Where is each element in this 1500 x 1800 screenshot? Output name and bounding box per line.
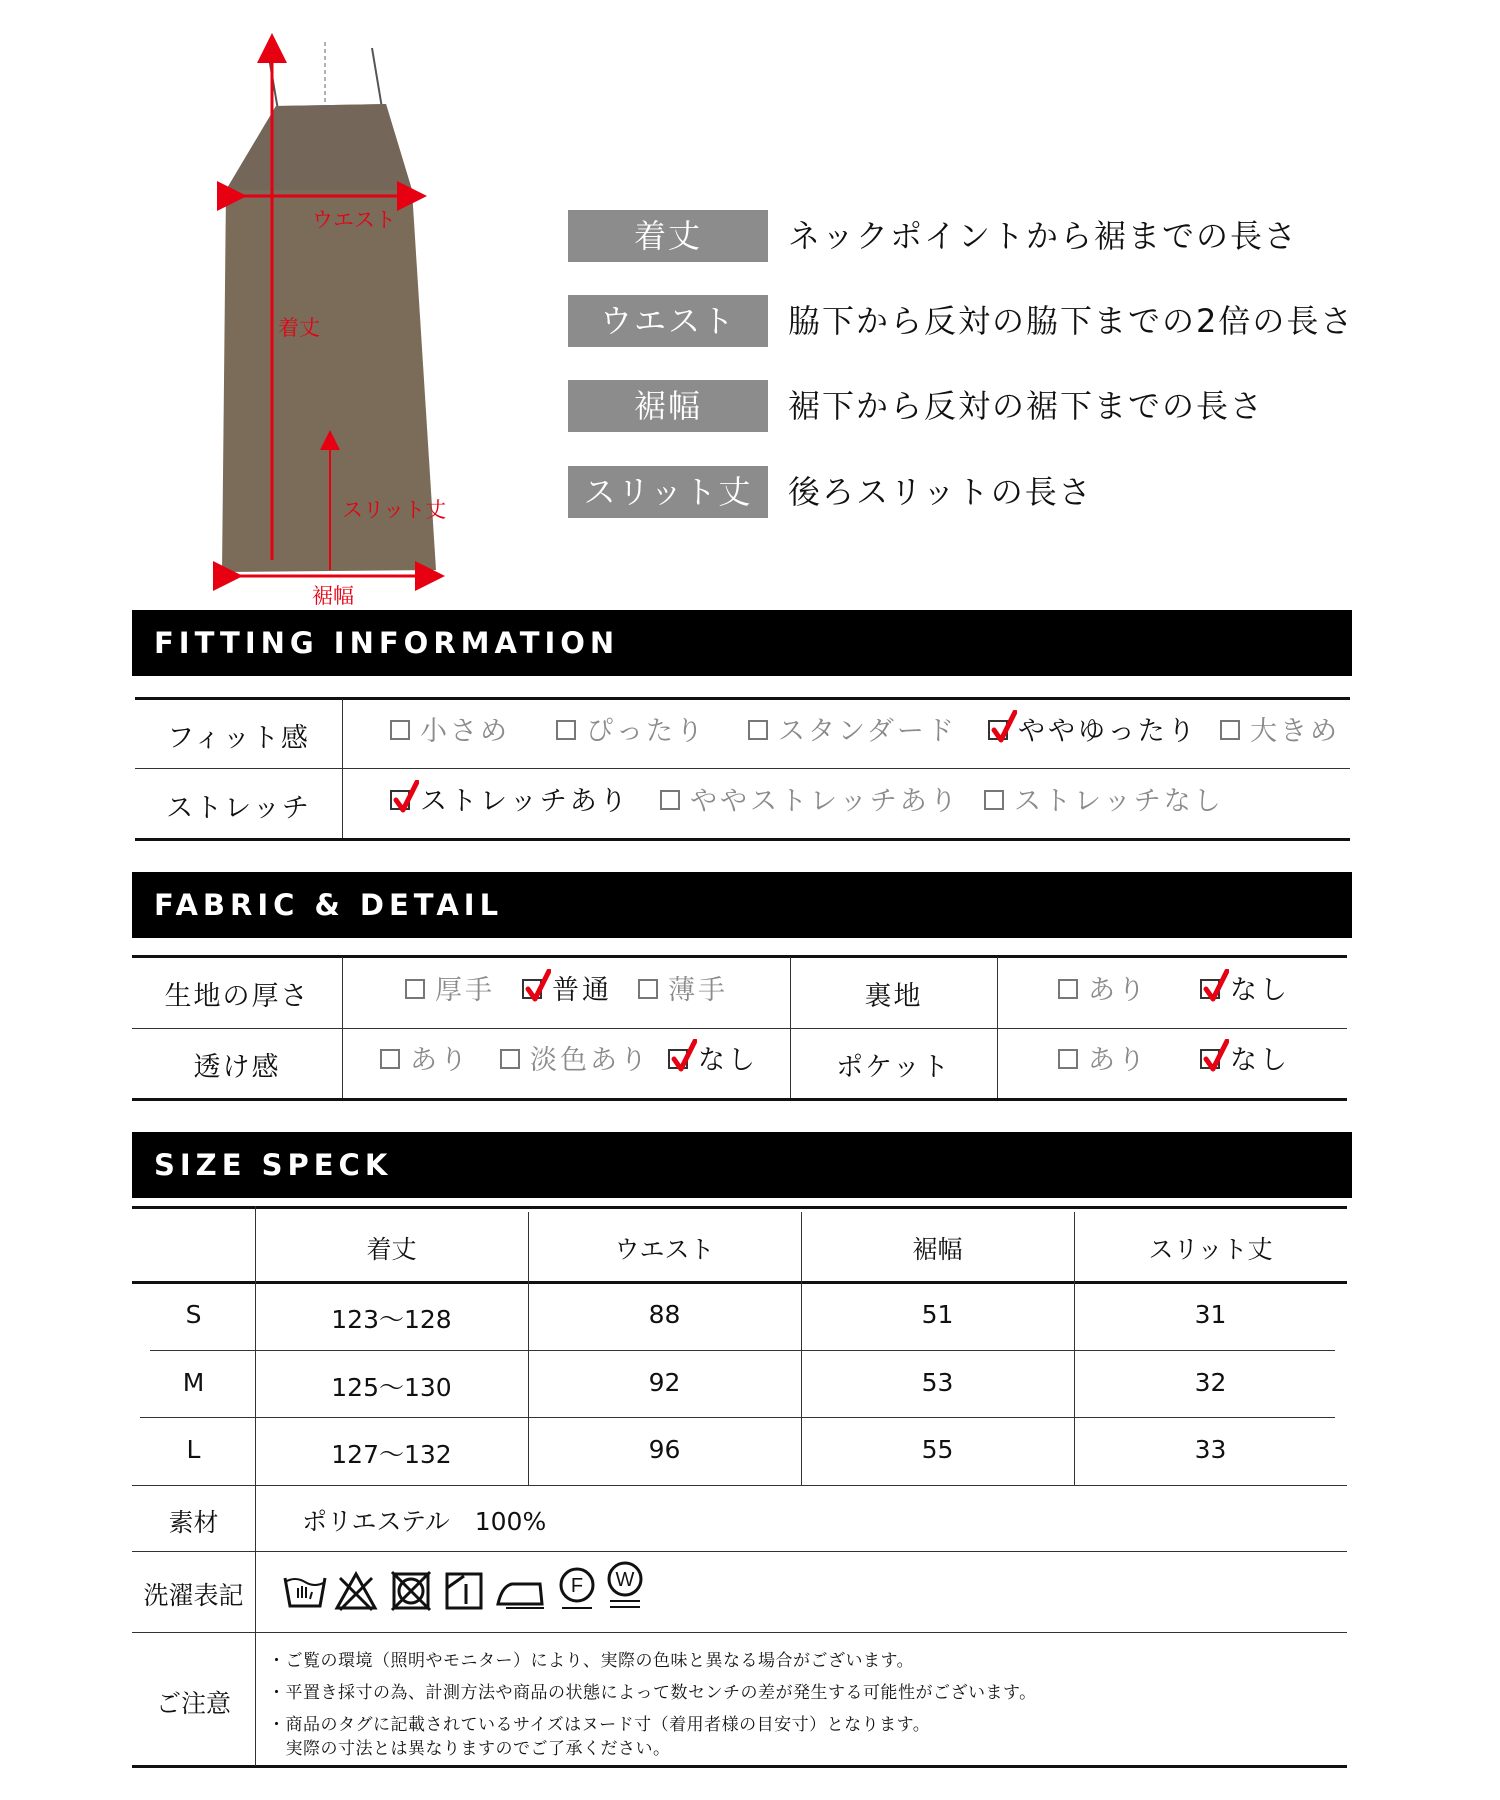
- diagram-label-waist: ウエスト: [312, 208, 396, 232]
- table-cell: 88: [648, 1300, 681, 1329]
- table-cell: 125〜130: [331, 1373, 452, 1402]
- table-cell: 92: [648, 1368, 681, 1397]
- checkbox-icon[interactable]: [748, 720, 768, 740]
- legend-key: 着丈: [568, 210, 768, 262]
- size-header-length: 着丈: [366, 1235, 417, 1264]
- section-title: SIZE SPECK: [154, 1148, 393, 1182]
- divider: [132, 955, 1347, 958]
- checkbox-option[interactable]: [660, 784, 960, 820]
- divider: [132, 1098, 1347, 1101]
- checkbox-icon[interactable]: [1058, 1049, 1078, 1069]
- divider: [997, 957, 998, 1098]
- checkbox-option[interactable]: [522, 973, 612, 1009]
- no-tumble-dry-icon: [390, 1570, 432, 1612]
- section-bar-size: [132, 1132, 1352, 1198]
- option-label: あり: [1088, 975, 1148, 1006]
- option-label: 淡色あり: [530, 1045, 650, 1076]
- table-cell: 96: [648, 1435, 681, 1464]
- legend-key: 裾幅: [568, 380, 768, 432]
- option-label: あり: [410, 1045, 470, 1076]
- option-label: なし: [1230, 1045, 1290, 1076]
- hand-wash-icon: [282, 1568, 328, 1612]
- checkbox-option[interactable]: [390, 784, 630, 820]
- checkbox-option[interactable]: [380, 1043, 470, 1079]
- transparency-label: 透け感: [193, 1052, 281, 1083]
- checkbox-option[interactable]: [556, 714, 706, 750]
- checked-checkbox-icon[interactable]: [1200, 1049, 1220, 1069]
- section-title: FITTING INFORMATION: [154, 626, 620, 660]
- table-cell: 51: [921, 1300, 954, 1329]
- table-cell: 123〜128: [331, 1305, 452, 1334]
- lining-label: 裏地: [864, 981, 923, 1012]
- option-label: ストレッチあり: [420, 786, 630, 817]
- divider: [150, 1350, 1335, 1351]
- note-line: ・商品のタグに記載されているサイズはヌード寸（着用者様の目安寸）となります。: [268, 1715, 931, 1735]
- wet-clean-w-icon: [604, 1560, 646, 1612]
- size-label-s: S: [185, 1300, 202, 1329]
- option-label: ややゆったり: [1018, 716, 1198, 747]
- checkbox-option[interactable]: [1200, 1043, 1290, 1079]
- note-line: ・ご覧の環境（照明やモニター）により、実際の色味と異なる場合がございます。: [268, 1651, 915, 1671]
- notes-label: ご注意: [155, 1689, 231, 1718]
- checkbox-option[interactable]: [668, 1043, 758, 1079]
- divider: [132, 1206, 1347, 1209]
- option-label: 厚手: [435, 975, 495, 1006]
- garment-illustration: [0, 0, 520, 620]
- section-bar-fabric: [132, 872, 1352, 938]
- divider: [132, 1281, 1347, 1284]
- legend-key: ウエスト: [568, 295, 768, 347]
- section-bar-fitting: [132, 610, 1352, 676]
- legend-description: 脇下から反対の脇下までの2倍の長さ: [788, 302, 1355, 340]
- material-value: ポリエステル 100%: [302, 1507, 547, 1536]
- checkbox-option[interactable]: [390, 714, 510, 750]
- section-title: FABRIC & DETAIL: [154, 888, 504, 922]
- legend-row-slit: [568, 466, 1388, 518]
- legend-row-length: [568, 210, 1388, 262]
- diagram-label-hem: 裾幅: [312, 584, 354, 608]
- checkbox-icon[interactable]: [1220, 720, 1240, 740]
- option-label: ぴったり: [586, 716, 706, 747]
- checkbox-option[interactable]: [984, 784, 1224, 820]
- checkbox-option[interactable]: [1058, 1043, 1148, 1079]
- option-label: 薄手: [668, 975, 728, 1006]
- option-label: 普通: [552, 975, 612, 1006]
- option-label: ストレッチなし: [1014, 786, 1224, 817]
- material-label: 素材: [168, 1508, 219, 1537]
- table-cell: 33: [1194, 1435, 1227, 1464]
- option-label: 大きめ: [1250, 716, 1340, 747]
- table-cell: 127〜132: [331, 1440, 452, 1469]
- no-bleach-icon: [334, 1570, 378, 1612]
- checkbox-option[interactable]: [748, 714, 957, 750]
- checkbox-icon[interactable]: [660, 790, 680, 810]
- size-header-slit: スリット丈: [1148, 1235, 1273, 1264]
- checked-checkbox-icon[interactable]: [1200, 979, 1220, 999]
- checkbox-option[interactable]: [1220, 714, 1340, 750]
- option-label: あり: [1088, 1045, 1148, 1076]
- option-label: なし: [1230, 975, 1290, 1006]
- checkbox-icon[interactable]: [984, 790, 1004, 810]
- divider: [255, 1206, 256, 1766]
- note-line: ・平置き採寸の為、計測方法や商品の状態によって数センチの差が発生する可能性がございます。: [268, 1683, 1037, 1703]
- legend-row-waist: [568, 295, 1388, 347]
- checkbox-icon[interactable]: [405, 979, 425, 999]
- checked-checkbox-icon[interactable]: [390, 790, 410, 810]
- table-cell: 55: [921, 1435, 954, 1464]
- checkbox-icon[interactable]: [1058, 979, 1078, 999]
- divider: [132, 1551, 1347, 1552]
- divider: [132, 1028, 1347, 1029]
- checkbox-icon[interactable]: [380, 1049, 400, 1069]
- table-cell: 53: [921, 1368, 954, 1397]
- checkbox-option[interactable]: [1058, 973, 1148, 1009]
- stretch-label: ストレッチ: [166, 793, 311, 824]
- divider: [135, 768, 1350, 769]
- divider: [342, 699, 343, 838]
- option-label: ややストレッチあり: [690, 786, 960, 817]
- legend-key: スリット丈: [568, 466, 768, 518]
- care-label: 洗濯表記: [143, 1581, 244, 1610]
- checked-checkbox-icon[interactable]: [988, 720, 1008, 740]
- legend-description: 後ろスリットの長さ: [788, 473, 1093, 511]
- checkbox-icon[interactable]: [638, 979, 658, 999]
- legend-description: 裾下から反対の裾下までの長さ: [788, 387, 1265, 425]
- checkbox-icon[interactable]: [556, 720, 576, 740]
- option-label: なし: [698, 1045, 758, 1076]
- checked-checkbox-icon[interactable]: [522, 979, 542, 999]
- dry-clean-f-icon: [556, 1566, 598, 1612]
- divider: [132, 1632, 1347, 1633]
- checkbox-option[interactable]: [988, 714, 1198, 750]
- size-label-l: L: [186, 1435, 201, 1464]
- checked-checkbox-icon[interactable]: [668, 1049, 688, 1069]
- divider: [135, 838, 1350, 841]
- diagram-label-length: 着丈: [278, 316, 320, 340]
- checkbox-option[interactable]: [500, 1043, 650, 1079]
- line-dry-icon: [444, 1570, 484, 1612]
- svg-text:F: F: [570, 1575, 584, 1597]
- pocket-label: ポケット: [836, 1052, 951, 1083]
- size-label-m: M: [182, 1368, 205, 1397]
- divider: [342, 957, 343, 1098]
- iron-low-icon: [494, 1572, 546, 1610]
- thickness-label: 生地の厚さ: [164, 981, 310, 1012]
- legend-row-hem: [568, 380, 1388, 432]
- option-label: 小さめ: [420, 716, 510, 747]
- option-label: スタンダード: [778, 716, 957, 747]
- checkbox-option[interactable]: [1200, 973, 1290, 1009]
- size-header-hem: 裾幅: [912, 1235, 963, 1264]
- checkbox-icon[interactable]: [500, 1049, 520, 1069]
- checkbox-option[interactable]: [638, 973, 728, 1009]
- diagram-label-slit: スリット丈: [342, 498, 447, 522]
- table-cell: 31: [1194, 1300, 1227, 1329]
- divider: [135, 697, 1350, 700]
- legend-description: ネックポイントから裾までの長さ: [788, 217, 1299, 255]
- size-header-waist: ウエスト: [614, 1235, 715, 1264]
- divider: [132, 1485, 1347, 1486]
- checkbox-icon[interactable]: [390, 720, 410, 740]
- table-cell: 32: [1194, 1368, 1227, 1397]
- svg-text:W: W: [615, 1569, 635, 1591]
- note-line: 実際の寸法とは異なりますのでご了承ください。: [268, 1739, 671, 1759]
- divider: [132, 1765, 1347, 1768]
- checkbox-option[interactable]: [405, 973, 495, 1009]
- divider: [140, 1417, 1335, 1418]
- fit-label: フィット感: [167, 723, 310, 754]
